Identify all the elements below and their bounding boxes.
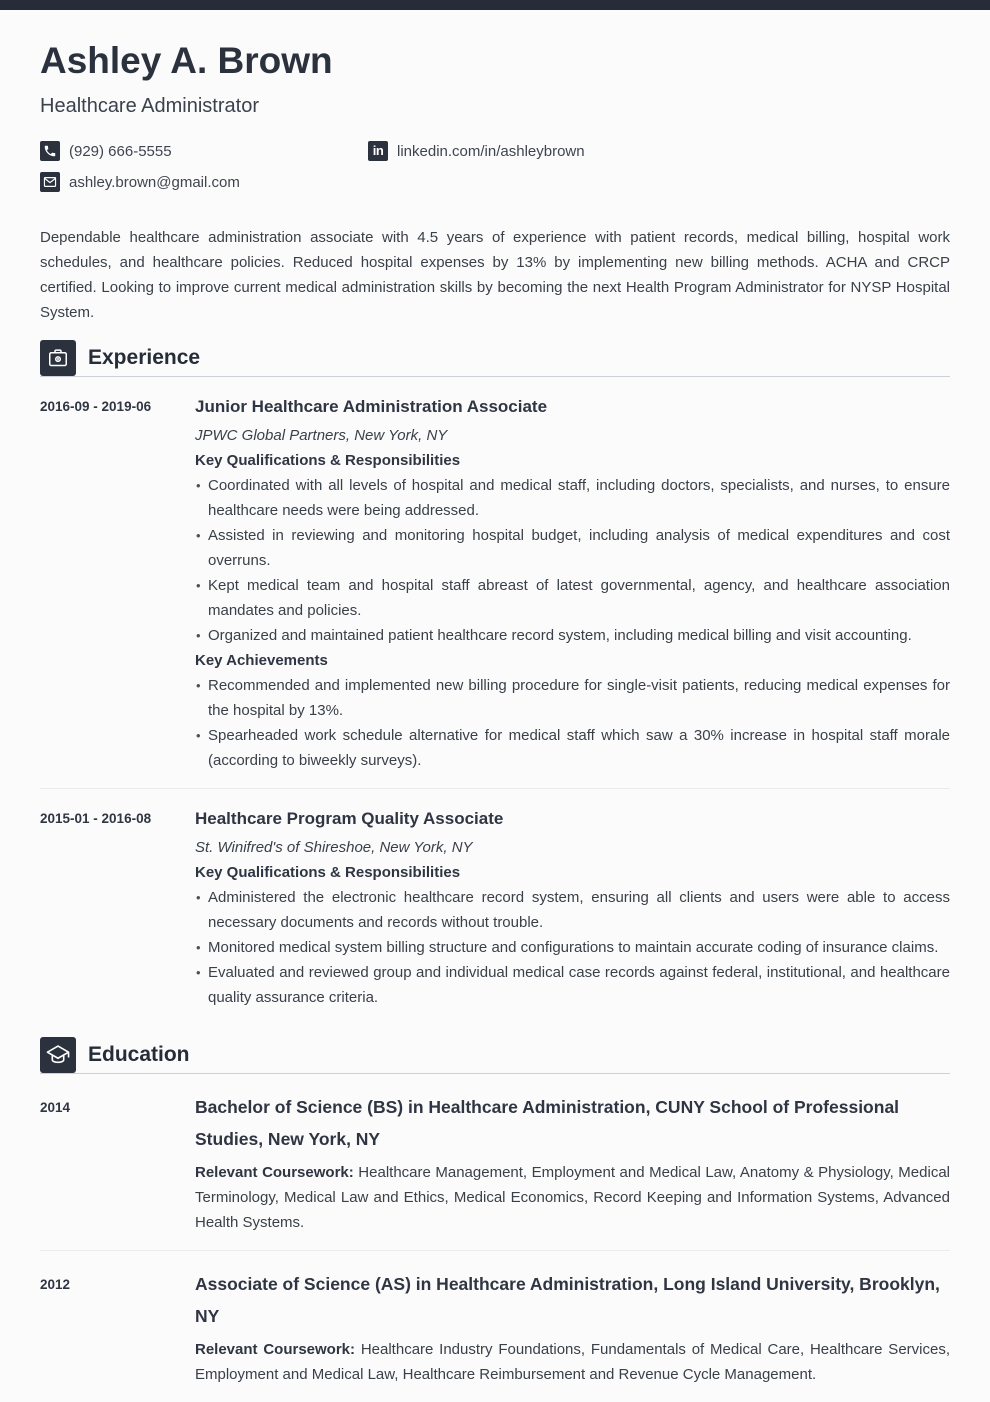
education-item — [40, 1074, 950, 1250]
job-bullet: • Evaluated and reviewed group and individual medical case records against federal, institutional, and healthcare quality assurance criteria. — [195, 960, 950, 1010]
candidate-job-title: Healthcare Administrator — [40, 95, 259, 117]
resume-header — [40, 41, 950, 192]
job-group-label: Key Qualifications & Responsibilities — [195, 452, 461, 469]
education-details — [195, 1268, 950, 1387]
experience-item — [40, 377, 950, 788]
contact-list — [40, 141, 760, 192]
phone-number: (929) 666-5555 — [69, 142, 172, 160]
job-bullet-list — [195, 473, 950, 648]
education-year: 2014 — [40, 1100, 71, 1115]
job-details — [195, 806, 950, 1010]
job-group-label: Key Qualifications & Responsibilities — [195, 864, 461, 881]
coursework-label: Relevant Coursework: — [195, 1341, 356, 1358]
candidate-name: Ashley A. Brown — [40, 40, 333, 81]
coursework — [195, 1160, 950, 1235]
job-title: Junior Healthcare Administration Associate — [195, 397, 548, 416]
contact-email — [40, 172, 368, 192]
briefcase-icon — [40, 340, 76, 376]
resume-page — [0, 41, 990, 1402]
job-bullet: • Coordinated with all levels of hospital and medical staff, including doctors, specialists, and nurses, to ensure healthcare needs were being addressed. — [195, 473, 950, 523]
experience-section — [40, 340, 950, 1025]
job-bullet: • Administered the electronic healthcare record system, ensuring all clients and users were able to access necessary documents and records without trouble. — [195, 885, 950, 935]
job-group-label: Key Achievements — [195, 652, 328, 669]
contact-linkedin — [368, 141, 760, 161]
job-details — [195, 394, 950, 773]
education-item — [40, 1250, 950, 1402]
contact-phone — [40, 141, 368, 161]
job-bullet-list — [195, 885, 950, 1010]
job-bullet: • Spearheaded work schedule alternative for medical staff which saw a 30% increase in hospital staff morale (according to biweekly surveys). — [195, 723, 950, 773]
education-details — [195, 1091, 950, 1235]
linkedin-icon: in — [368, 141, 388, 161]
job-bullet: • Recommended and implemented new billing procedure for single-visit patients, reducing medical expenses for the hospital by 13%. — [195, 673, 950, 723]
linkedin-url: linkedin.com/in/ashleybrown — [397, 142, 585, 160]
coursework-text: Healthcare Industry Foundations, Fundamentals of Medical Care, Healthcare Services, Employment and Medical Law, Healthcare Reimbursement and Revenue Cycle Management. — [195, 1341, 950, 1383]
education-heading: Education — [88, 1043, 190, 1066]
job-bullet: • Monitored medical system billing structure and configurations to maintain accurate coding of insurance claims. — [195, 935, 950, 960]
job-bullet-list — [195, 673, 950, 773]
graduation-cap-icon — [40, 1037, 76, 1073]
professional-summary: Dependable healthcare administration associate with 4.5 years of experience with patient records, medical billing, hospital work schedules, and healthcare policies. Reduced hospital expenses by 13% by implementing new billing methods. ACHA and CRCP certified. Looking to improve current medical administration skills by becoming the next Health Program Administrator for NYSP Hospital System. — [40, 229, 950, 321]
education-section-header — [40, 1037, 950, 1074]
job-company: St. Winifred's of Shireshoe, New York, NY — [195, 839, 473, 856]
education-year: 2012 — [40, 1277, 71, 1292]
job-bullet: • Assisted in reviewing and monitoring hospital budget, including analysis of medical expenditures and cost overruns. — [195, 523, 950, 573]
job-dates: 2015-01 - 2016-08 — [40, 811, 152, 826]
coursework — [195, 1337, 950, 1387]
coursework-text: Healthcare Management, Employment and Medical Law, Anatomy & Physiology, Medical Terminology, Medical Law and Ethics, Medical Economics, Record Keeping and Information Systems, Advanced Health Systems. — [195, 1164, 950, 1231]
job-title: Healthcare Program Quality Associate — [195, 809, 504, 828]
email-icon — [40, 172, 60, 192]
experience-item — [40, 788, 950, 1025]
job-bullet: • Organized and maintained patient healthcare record system, including medical billing and visit accounting. — [195, 623, 950, 648]
top-accent-bar — [0, 0, 990, 10]
education-section — [40, 1037, 950, 1402]
degree-title: Associate of Science (AS) in Healthcare Administration, Long Island University, Brooklyn, NY — [195, 1274, 940, 1326]
coursework-label: Relevant Coursework: — [195, 1164, 354, 1181]
degree-title: Bachelor of Science (BS) in Healthcare Administration, CUNY School of Professional Studies, New York, NY — [195, 1097, 900, 1149]
experience-heading: Experience — [88, 346, 201, 369]
job-bullet: • Kept medical team and hospital staff abreast of latest governmental, agency, and healthcare association mandates and policies. — [195, 573, 950, 623]
experience-section-header — [40, 340, 950, 377]
job-dates: 2016-09 - 2019-06 — [40, 399, 152, 414]
job-company: JPWC Global Partners, New York, NY — [195, 427, 448, 444]
email-address: ashley.brown@gmail.com — [69, 173, 240, 191]
phone-icon — [40, 141, 60, 161]
